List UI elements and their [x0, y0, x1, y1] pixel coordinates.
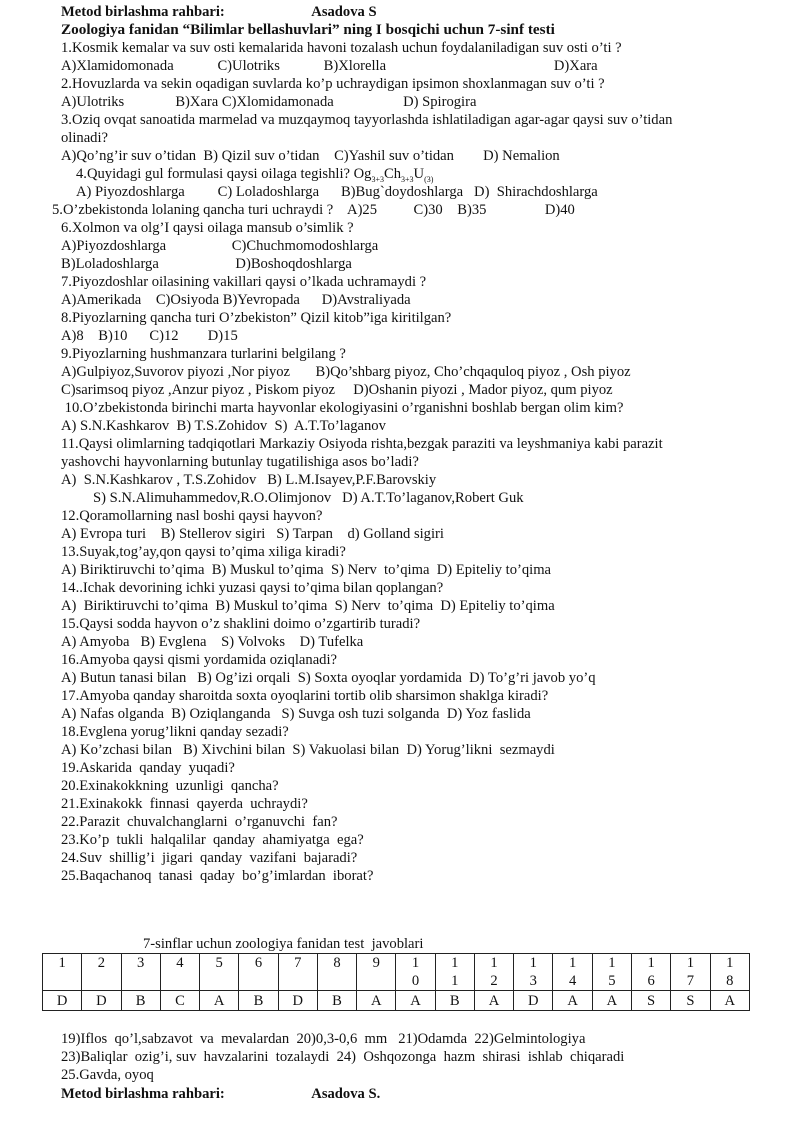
formula-sub-2: 3+3: [401, 174, 414, 184]
answer-number-top: 1: [608, 955, 616, 971]
answer-number-top: 1: [568, 955, 577, 971]
question-10: 10.O’zbekistonda birinchi marta hayvonlar ekologiyasini o’rganishni boshlab bergan olim kim?: [61, 400, 624, 416]
options-4: A) Piyozdoshlarga C) Loladoshlarga B)Bug`doydoshlarga D) Shirachdoshlarga: [76, 184, 598, 200]
answer-number-cell: [631, 954, 670, 991]
answer-number-top: 5: [215, 955, 223, 971]
answer-key-cell: A: [200, 991, 239, 1011]
header-rahbar: [61, 3, 377, 21]
answer-key-cell: A: [396, 991, 435, 1011]
options-10: A) S.N.Kashkarov B) T.S.Zohidov S) A.T.To’laganov: [61, 418, 386, 434]
question-7: 7.Piyozdoshlar oilasining vakillari qaysi o’lkada uchramaydi ?: [61, 274, 427, 290]
answer-key-cell: A: [474, 991, 513, 1011]
answer-key-cell: D: [82, 991, 121, 1011]
options-9a: A)Gulpiyoz,Suvorov piyozi ,Nor piyoz B)Qo’shbarg piyoz, Cho’chqaquloq piyoz , Osh piyoz: [61, 364, 631, 380]
options-13: A) Biriktiruvchi to’qima B) Muskul to’qima S) Nerv to’qima D) Epiteliy to’qima: [61, 562, 552, 578]
question-14: 14..Ichak devorining ichki yuzasi qaysi to’qima bilan qoplangan?: [61, 580, 444, 596]
answer-key-cell: D: [43, 991, 82, 1011]
answer-key-cell: A: [592, 991, 631, 1011]
options-8: A)8 B)10 C)12 D)15: [61, 328, 238, 344]
answer-number-bottom: 7: [686, 973, 695, 989]
answer-key-cell: B: [435, 991, 474, 1011]
header-rahbar-label: Metod birlashma rahbari:: [61, 4, 225, 20]
open-answers-line-2: 23)Baliqlar ozig’i, suv havzalarini tozalaydi 24) Oshqozonga hazm shirasi ishlab chiqaradi: [61, 1049, 625, 1065]
question-18: 18.Evglena yorug’likni qanday sezadi?: [61, 724, 289, 740]
answer-key-table: [42, 953, 750, 1011]
question-19: 19.Askarida qanday yuqadi?: [61, 760, 235, 776]
answer-key-cell: A: [357, 991, 396, 1011]
formula-sub-1: 3+3: [371, 174, 384, 184]
answer-number-top: 3: [137, 955, 145, 971]
answer-number-cell: [671, 954, 710, 991]
answer-number-cell: [121, 954, 160, 991]
options-3: A)Qo’ng’ir suv o’tidan B) Qizil suv o’tidan C)Yashil suv o’tidan D) Nemalion: [61, 148, 560, 164]
answer-key-cell: A: [553, 991, 592, 1011]
answer-number-top: 1: [58, 955, 66, 971]
answer-number-top: 8: [333, 955, 341, 971]
question-24: 24.Suv shillig’i jigari qanday vazifani bajaradi?: [61, 850, 358, 866]
answer-numbers-row: [43, 954, 750, 991]
question-8: 8.Piyozlarning qancha turi O’zbekiston” Qizil kitob”iga kiritilgan?: [61, 310, 452, 326]
answer-number-bottom: 3: [529, 973, 537, 989]
question-4-text: 4.Quyidagi gul formulasi qaysi oilaga tegishli? Og: [76, 166, 372, 182]
question-21: 21.Exinakokk finnasi qayerda uchraydi?: [61, 796, 308, 812]
answer-number-top: 2: [97, 955, 106, 971]
answer-number-cell: [43, 954, 82, 991]
open-answers-line-3: 25.Gavda, oyoq: [61, 1067, 154, 1083]
answer-number-top: 9: [372, 955, 380, 971]
formula-u: U: [413, 166, 425, 182]
answer-number-cell: [553, 954, 592, 991]
options-15: A) Amyoba B) Evglena S) Volvoks D) Tufelka: [61, 634, 364, 650]
answer-key-cell: B: [239, 991, 278, 1011]
answer-number-cell: [474, 954, 513, 991]
footer-rahbar-label: Metod birlashma rahbari:: [61, 1086, 225, 1102]
answer-number-cell: [239, 954, 278, 991]
answer-number-top: 1: [647, 955, 655, 971]
options-2: A)Ulotriks B)Xara C)Xlomidamonada D) Spirogira: [61, 94, 477, 110]
answer-key-cell: D: [514, 991, 553, 1011]
answer-key-cell: B: [317, 991, 356, 1011]
answer-key-cell: C: [160, 991, 199, 1011]
options-6a: A)Piyozdoshlarga C)Chuchmomodoshlarga: [61, 238, 379, 254]
answers-caption: 7-sinflar uchun zoologiya fanidan test javoblari: [143, 936, 424, 952]
answer-number-bottom: 8: [726, 973, 734, 989]
options-16: A) Butun tanasi bilan B) Og’izi orqali S) Soxta oyoqlar yordamida D) To’g’ri javob yo’q: [61, 670, 596, 686]
answer-key-cell: S: [631, 991, 670, 1011]
answer-number-cell: [317, 954, 356, 991]
question-12: 12.Qoramollarning nasl boshi qaysi hayvon?: [61, 508, 323, 524]
options-12: A) Evropa turi B) Stellerov sigiri S) Tarpan d) Golland sigiri: [61, 526, 444, 542]
question-11-cont: yashovchi hayvonlarning butunlay tugatilishiga asos bo’ladi?: [61, 454, 419, 470]
question-5: 5.O’zbekistonda lolaning qancha turi uchraydi ? A)25 C)30 B)35 D)40: [52, 202, 575, 218]
question-9: 9.Piyozlarning hushmanzara turlarini belgilang ?: [61, 346, 346, 362]
answer-number-bottom: 1: [451, 973, 459, 989]
question-3-cont: olinadi?: [61, 130, 109, 146]
answer-key-cell: A: [710, 991, 749, 1011]
question-16: 16.Amyoba qaysi qismi yordamida oziqlanadi?: [61, 652, 338, 668]
answer-number-bottom: 6: [647, 973, 655, 989]
question-25: 25.Baqachanoq tanasi qaday bo’g’imlardan iborat?: [61, 868, 374, 884]
options-14: A) Biriktiruvchi to’qima B) Muskul to’qima S) Nerv to’qima D) Epiteliy to’qima: [61, 598, 555, 614]
answer-key-cell: B: [121, 991, 160, 1011]
answer-number-top: 7: [294, 955, 302, 971]
answer-number-cell: [592, 954, 631, 991]
question-6: 6.Xolmon va olg’I qaysi oilaga mansub o’simlik ?: [61, 220, 354, 236]
answer-number-cell: [710, 954, 749, 991]
question-15: 15.Qaysi sodda hayvon o’z shaklini doimo o’zgartirib turadi?: [61, 616, 421, 632]
formula-ch: Ch: [384, 166, 402, 182]
answer-number-top: 1: [411, 955, 420, 971]
answer-number-cell: [160, 954, 199, 991]
formula-sub-3: (3): [424, 174, 434, 184]
question-22: 22.Parazit chuvalchanglarni o’rganuvchi fan?: [61, 814, 338, 830]
answer-number-cell: [396, 954, 435, 991]
answer-number-top: 6: [254, 955, 263, 971]
footer-rahbar-name: Asadova S.: [311, 1086, 381, 1102]
answer-number-top: 1: [490, 955, 498, 971]
answer-number-bottom: 2: [490, 973, 498, 989]
answer-number-bottom: 4: [568, 973, 577, 989]
answer-number-top: 1: [686, 955, 695, 971]
answer-number-bottom: 5: [608, 973, 616, 989]
answer-number-top: 1: [529, 955, 537, 971]
answer-number-cell: [514, 954, 553, 991]
question-1: 1.Kosmik kemalar va suv osti kemalarida havoni tozalash uchun foydalaniladigan suv osti o’ti ?: [61, 40, 622, 56]
question-13: 13.Suyak,tog’ay,qon qaysi to’qima xiliga kiradi?: [61, 544, 346, 560]
question-11: 11.Qaysi olimlarning tadqiqotlari Markaziy Osiyoda rishta,bezgak paraziti va leyshmaniya kabi parazit: [61, 436, 663, 452]
answer-number-cell: [435, 954, 474, 991]
options-18: A) Ko’zchasi bilan B) Xivchini bilan S) Vakuolasi bilan D) Yorug’likni sezmaydi: [61, 742, 555, 758]
options-9b: C)sarimsoq piyoz ,Anzur piyoz , Piskom piyoz D)Oshanin piyozi , Mador piyoz, qum piyoz: [61, 382, 613, 398]
question-2: 2.Hovuzlarda va sekin oqadigan suvlarda ko’p uchraydigan ipsimon shoxlanmagan suv o’ti ?: [61, 76, 605, 92]
answer-number-top: 4: [176, 955, 184, 971]
question-20: 20.Exinakokkning uzunligi qancha?: [61, 778, 279, 794]
answer-number-cell: [357, 954, 396, 991]
answer-number-cell: [278, 954, 317, 991]
question-3: 3.Oziq ovqat sanoatida marmelad va muzqaymoq tayyorlashda ishlatiladigan agar-agar qaysi suv o’tidan: [61, 112, 673, 128]
options-17: A) Nafas olganda B) Oziqlanganda S) Suvga osh tuzi solganda D) Yoz faslida: [61, 706, 531, 722]
answer-number-top: 1: [451, 955, 459, 971]
answer-number-cell: [200, 954, 239, 991]
options-11b: S) S.N.Alimuhammedov,R.O.Olimjonov D) A.T.To’laganov,Robert Guk: [93, 490, 524, 506]
answer-number-top: 1: [726, 955, 734, 971]
question-17: 17.Amyoba qanday sharoitda soxta oyoqlarini tortib olib sharsimon shaklga kiradi?: [61, 688, 549, 704]
question-23: 23.Ko’p tukli halqalilar qanday ahamiyatga ega?: [61, 832, 364, 848]
footer-rahbar: [61, 1085, 380, 1103]
header-rahbar-name: Asadova S: [311, 4, 377, 20]
options-1: A)Xlamidomonada C)Ulotriks B)Xlorella D)Xara: [61, 58, 598, 74]
options-11a: A) S.N.Kashkarov , T.S.Zohidov B) L.M.Isayev,P.F.Barovskiy: [61, 472, 437, 488]
answer-number-cell: [82, 954, 121, 991]
answer-keys-row: [43, 991, 750, 1011]
options-6b: B)Loladoshlarga D)Boshoqdoshlarga: [61, 256, 352, 272]
options-7: A)Amerikada C)Osiyoda B)Yevropada D)Avstraliyada: [61, 292, 411, 308]
document-title: Zoologiya fanidan “Bilimlar bellashuvlari” ning I bosqichi uchun 7-sinf testi: [61, 21, 555, 38]
answer-key-cell: S: [671, 991, 710, 1011]
open-answers-line-1: 19)Iflos qo’l,sabzavot va mevalardan 20)0,3-0,6 mm 21)Odamda 22)Gelmintologiya: [61, 1031, 586, 1047]
answer-key-cell: D: [278, 991, 317, 1011]
answer-number-bottom: 0: [411, 973, 420, 989]
